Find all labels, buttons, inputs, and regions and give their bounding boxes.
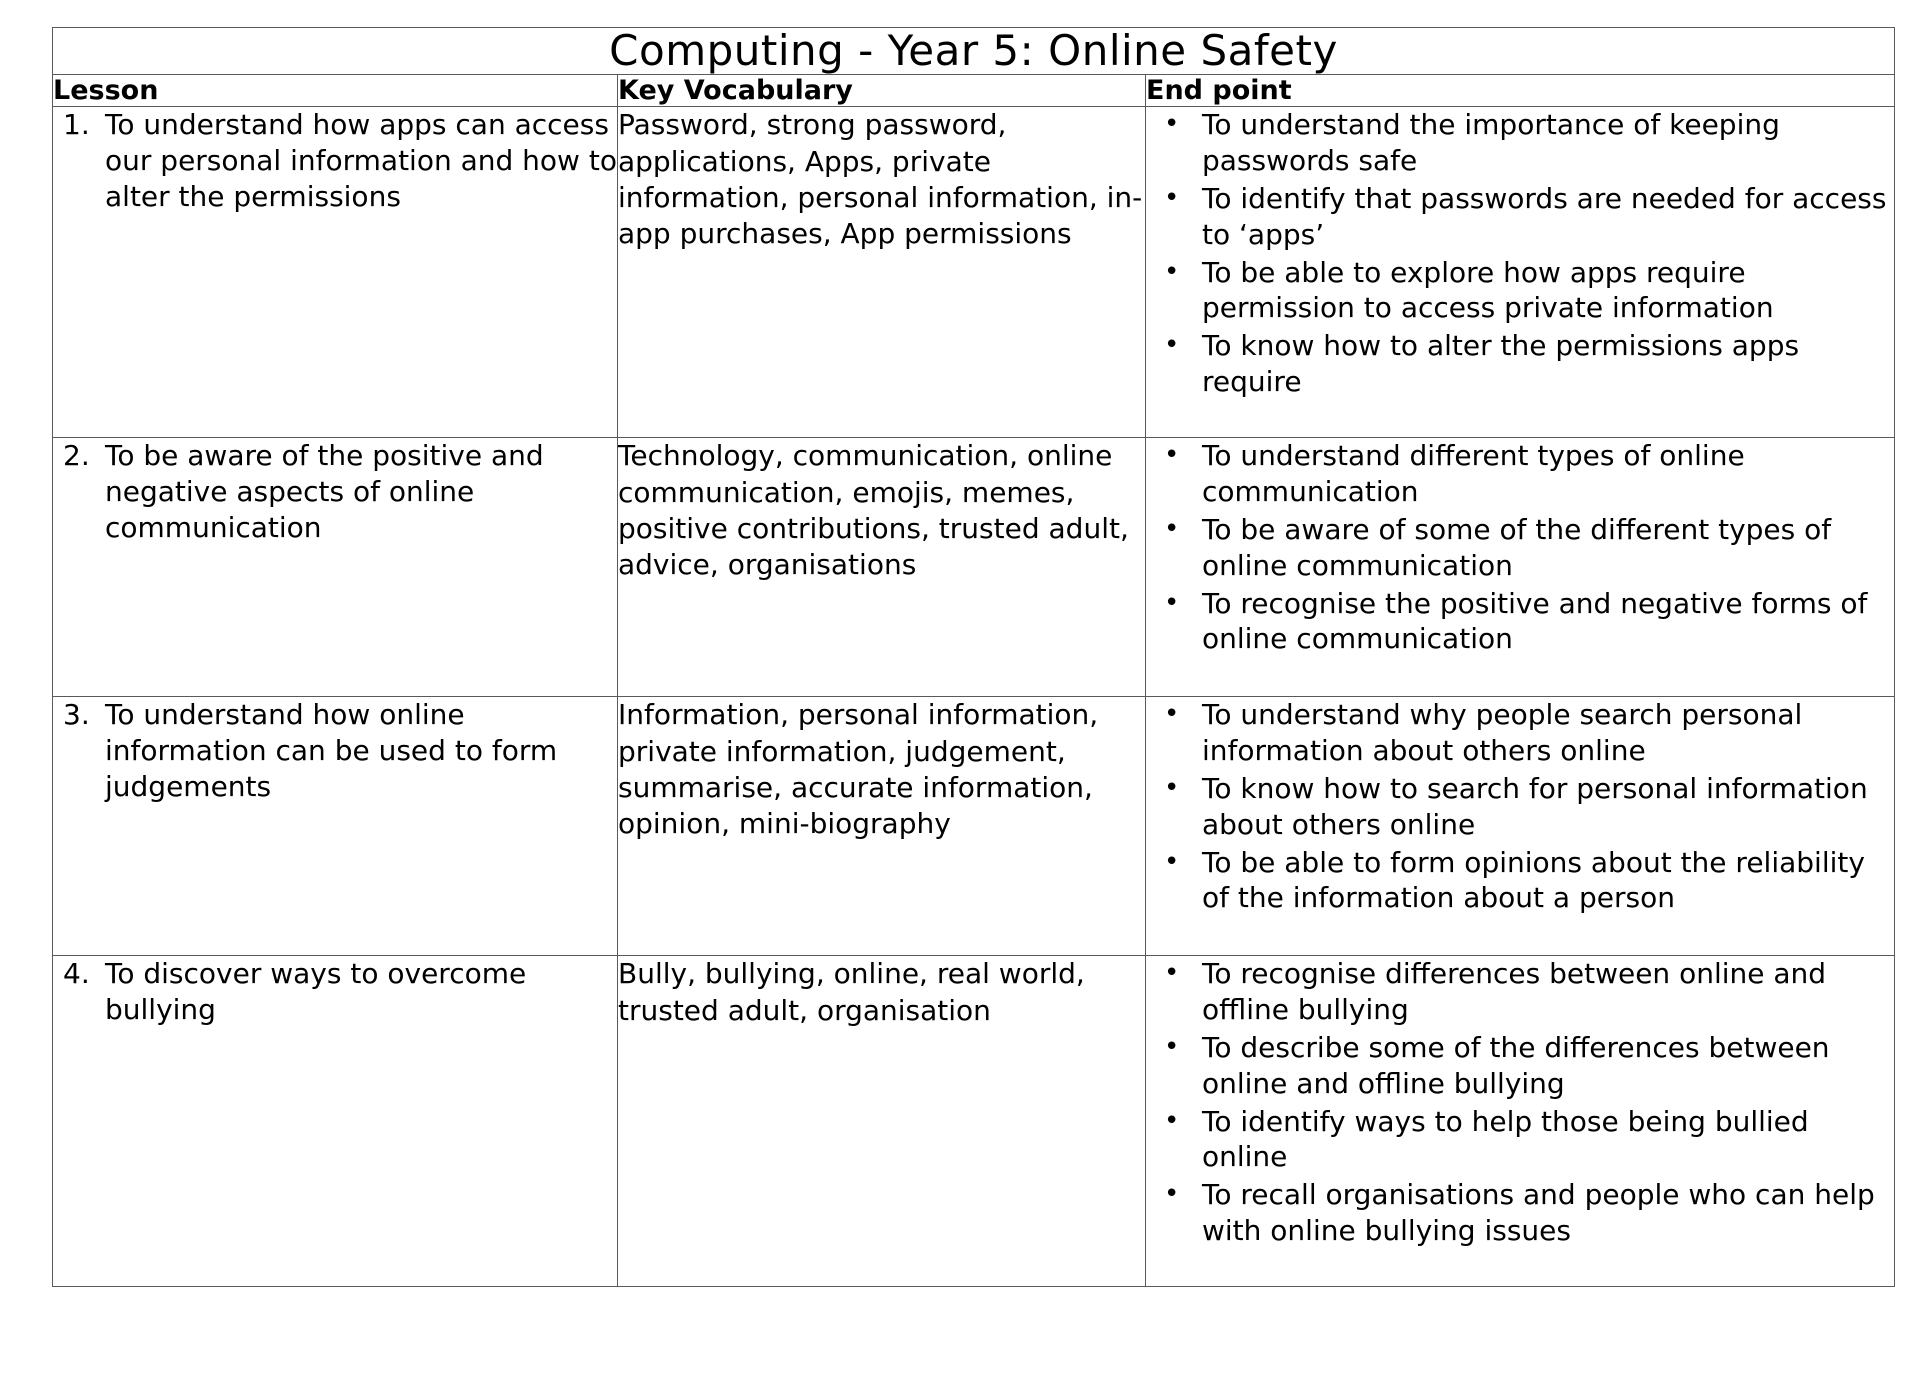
- end-point-text: To understand the importance of keeping passwords safe: [1202, 108, 1780, 178]
- end-point-cell: [1146, 697, 1895, 956]
- end-point-text: To be aware of some of the different types of online communication: [1202, 512, 1832, 582]
- list-item: [53, 697, 617, 804]
- list-item: [1146, 181, 1894, 253]
- list-item: [1146, 771, 1894, 843]
- table-row: [53, 438, 1895, 697]
- end-point-list: [1146, 956, 1894, 1249]
- bullet-icon: •: [1164, 846, 1180, 877]
- end-point-text: To identify ways to help those being bullied online: [1202, 1104, 1809, 1174]
- end-point-cell: [1146, 107, 1895, 438]
- lesson-list: [53, 107, 617, 214]
- bullet-icon: •: [1164, 699, 1180, 730]
- bullet-icon: •: [1164, 1031, 1180, 1062]
- lesson-objective: To discover ways to overcome bullying: [105, 957, 527, 1027]
- vocabulary-cell: [618, 107, 1146, 438]
- end-point-cell: [1146, 956, 1895, 1287]
- list-item: [1146, 586, 1894, 658]
- vocabulary-cell: [618, 956, 1146, 1287]
- end-point-text: To understand different types of online communication: [1202, 439, 1745, 509]
- vocabulary-text: Technology, communication, online communication, emojis, memes, positive contributions, trusted adult, advice, organisations: [618, 439, 1129, 582]
- lesson-cell: [53, 107, 618, 438]
- lesson-number: 2.: [63, 439, 90, 473]
- list-item: [1146, 845, 1894, 917]
- vocabulary-text: Bully, bullying, online, real world, trusted adult, organisation: [618, 957, 1085, 1027]
- list-item: [1146, 1104, 1894, 1176]
- list-item: [1146, 1177, 1894, 1249]
- table-row: [53, 956, 1895, 1287]
- list-item: [53, 956, 617, 1028]
- end-point-list: [1146, 438, 1894, 657]
- title-row: [53, 28, 1895, 75]
- table-row: [53, 697, 1895, 956]
- end-point-cell: [1146, 438, 1895, 697]
- column-header-key-vocabulary: [618, 75, 1146, 107]
- lesson-number: 3.: [63, 698, 90, 732]
- vocabulary-text: Password, strong password, applications, Apps, private information, personal information, in-app purchases, App permissions: [618, 108, 1143, 251]
- bullet-icon: •: [1164, 587, 1180, 618]
- bullet-icon: •: [1164, 513, 1180, 544]
- list-item: [53, 438, 617, 545]
- lesson-cell: [53, 438, 618, 697]
- list-item: [1146, 438, 1894, 510]
- column-header-row: [53, 75, 1895, 107]
- lesson-objective: To understand how online information can be used to form judgements: [105, 698, 558, 803]
- list-item: [1146, 255, 1894, 327]
- list-item: [1146, 512, 1894, 584]
- lesson-number: 1.: [63, 108, 90, 142]
- bullet-icon: •: [1164, 958, 1180, 989]
- end-point-text: To know how to search for personal information about others online: [1202, 771, 1868, 841]
- bullet-icon: •: [1164, 772, 1180, 803]
- bullet-icon: •: [1164, 182, 1180, 213]
- column-header-lesson-label: Lesson: [53, 75, 159, 107]
- lesson-cell: [53, 956, 618, 1287]
- end-point-list: [1146, 107, 1894, 400]
- end-point-text: To identify that passwords are needed for access to ‘apps’: [1202, 181, 1887, 251]
- vocabulary-text: Information, personal information, private information, judgement, summarise, accurate information, opinion, mini-biography: [618, 698, 1099, 841]
- lesson-list: [53, 956, 617, 1028]
- list-item: [1146, 328, 1894, 400]
- column-header-end-point-label: End point: [1146, 75, 1292, 107]
- end-point-text: To describe some of the differences between online and offline bullying: [1202, 1030, 1830, 1100]
- curriculum-table: [52, 27, 1895, 1287]
- end-point-text: To recall organisations and people who can help with online bullying issues: [1202, 1178, 1875, 1248]
- column-header-lesson: [53, 75, 618, 107]
- lesson-list: [53, 438, 617, 545]
- vocabulary-cell: [618, 697, 1146, 956]
- lesson-cell: [53, 697, 618, 956]
- end-point-list: [1146, 697, 1894, 916]
- end-point-text: To recognise differences between online and offline bullying: [1202, 957, 1827, 1027]
- table-row: [53, 107, 1895, 438]
- lesson-objective: To understand how apps can access our personal information and how to alter the permissions: [105, 108, 617, 213]
- lesson-number: 4.: [63, 957, 90, 991]
- vocabulary-cell: [618, 438, 1146, 697]
- lesson-list: [53, 697, 617, 804]
- title-cell: [53, 28, 1895, 75]
- bullet-icon: •: [1164, 256, 1180, 287]
- end-point-text: To know how to alter the permissions apps require: [1202, 329, 1800, 399]
- page-title: Computing - Year 5: Online Safety: [609, 26, 1338, 75]
- end-point-text: To understand why people search personal information about others online: [1202, 698, 1803, 768]
- column-header-end-point: [1146, 75, 1895, 107]
- end-point-text: To be able to explore how apps require permission to access private information: [1202, 255, 1774, 325]
- bullet-icon: •: [1164, 1179, 1180, 1210]
- bullet-icon: •: [1164, 1105, 1180, 1136]
- end-point-text: To be able to form opinions about the reliability of the information about a person: [1202, 845, 1865, 915]
- bullet-icon: •: [1164, 330, 1180, 361]
- list-item: [1146, 697, 1894, 769]
- lesson-objective: To be aware of the positive and negative aspects of online communication: [105, 439, 544, 544]
- end-point-text: To recognise the positive and negative forms of online communication: [1202, 586, 1868, 656]
- list-item: [1146, 107, 1894, 179]
- bullet-icon: •: [1164, 440, 1180, 471]
- column-header-key-vocabulary-label: Key Vocabulary: [618, 75, 853, 107]
- list-item: [53, 107, 617, 214]
- list-item: [1146, 956, 1894, 1028]
- list-item: [1146, 1030, 1894, 1102]
- bullet-icon: •: [1164, 109, 1180, 140]
